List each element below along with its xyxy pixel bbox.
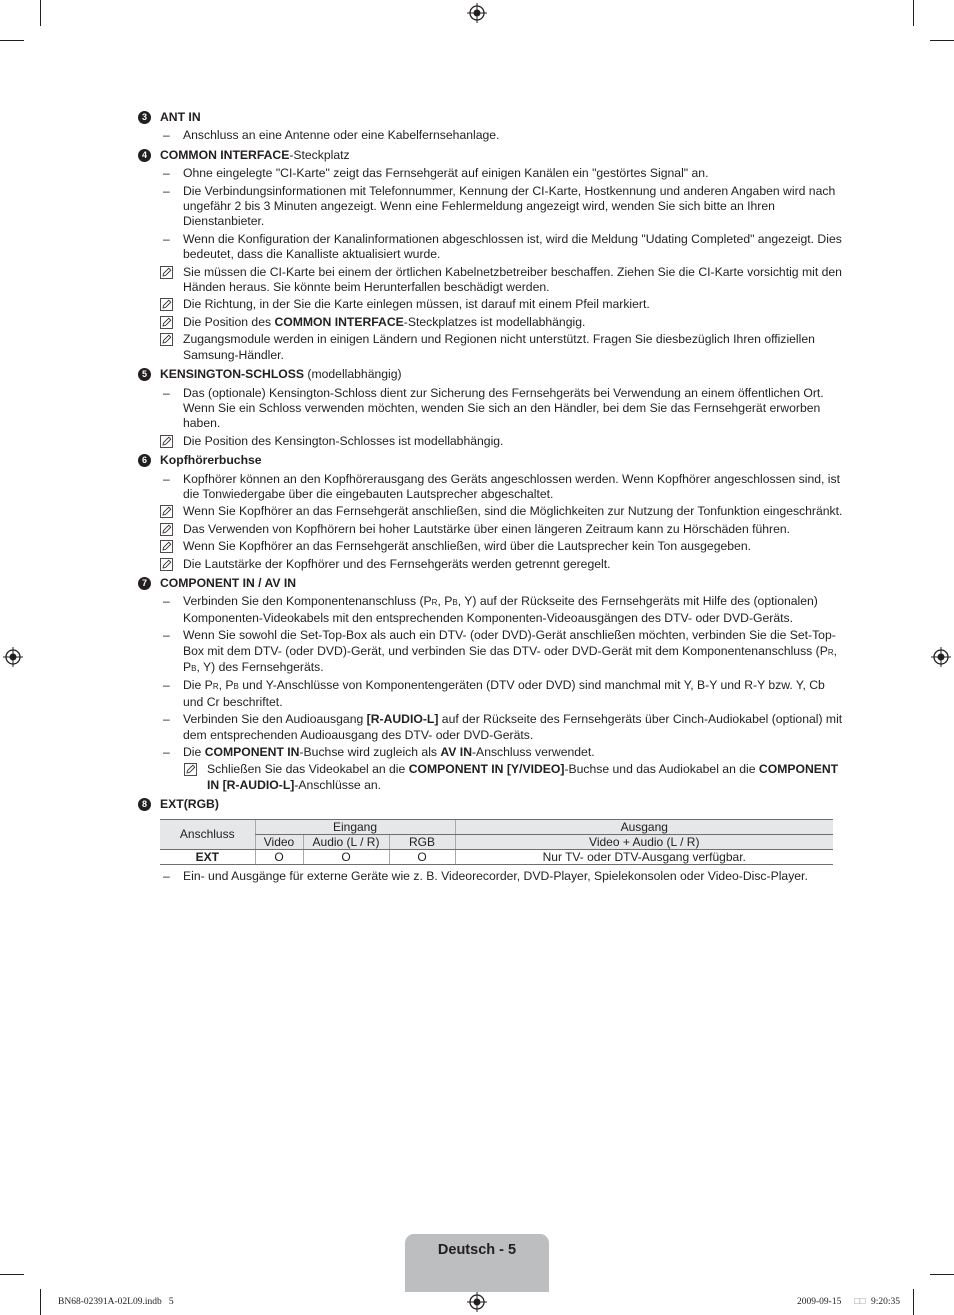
note-text: Die Position des — [183, 314, 275, 329]
list-item-text: Anschluss an eine Antenne oder eine Kabelfernsehanlage. — [183, 128, 500, 143]
note-item — [138, 434, 844, 449]
list-item: – Die PR, PB und Y-Anschlüsse von Komponentengeräten (DTV oder DVD) sind manchmal mit Y, B-Y und R-Y bzw. Y, Cb und Cr beschriftet. — [163, 678, 825, 709]
section-title-suffix: (modellabhängig) — [304, 367, 402, 382]
note-item — [138, 265, 844, 296]
text-run: R — [431, 598, 438, 608]
crop-mark — [913, 1289, 914, 1315]
registration-mark-icon — [3, 647, 23, 667]
section-title: COMPONENT IN / AV IN — [160, 575, 297, 590]
text-run: , P — [437, 594, 453, 609]
text-run: -Buchse und das Audiokabel an die — [564, 762, 759, 777]
text-run: B — [233, 682, 239, 692]
text-run-bold: COMPONENT IN [R-AUDIO-L] — [207, 762, 839, 792]
crop-mark — [40, 0, 41, 26]
table-cell: O — [255, 849, 303, 864]
section-heading-ext-rgb — [138, 797, 844, 812]
section-heading-headphones — [138, 453, 844, 468]
manual-content — [138, 110, 844, 886]
page-number-tab — [405, 1234, 549, 1292]
note-icon — [160, 266, 173, 279]
table-cell: O — [389, 849, 455, 864]
table-cell: EXT — [160, 849, 255, 864]
table-header-cell: Ausgang — [455, 819, 833, 834]
text-run: -Buchse wird zugleich als — [299, 745, 441, 760]
table-row — [160, 849, 833, 864]
print-unknown-glyphs: □□ — [854, 1297, 866, 1307]
list-item-text: Ohne eingelegte "CI-Karte" zeigt das Fernsehgerät auf einigen Kanälen ein "gestörtes Signal" an. — [183, 166, 709, 181]
crop-mark — [913, 0, 914, 26]
note-text: -Steckplatzes ist modellabhängig. — [403, 314, 586, 329]
list-item: – Das (optionale) Kensington-Schloss dient zur Sicherung des Fernsehgeräts bei Verwendung an einem öffentlichen Ort. Wenn Sie ein Schloss verwenden möchten, wenden Sie sich an den Händler, bei dem Sie das Fernsehgerät erworben haben. — [163, 385, 824, 431]
registration-mark-icon — [467, 1292, 487, 1312]
note-text: Die Lautstärke der Kopfhörer und des Fernsehgeräts werden getrennt geregelt. — [183, 556, 611, 571]
table-cell: Nur TV- oder DTV-Ausgang verfügbar. — [455, 849, 833, 864]
table-header-cell: RGB — [389, 834, 455, 849]
note-icon — [160, 523, 173, 536]
text-run: -Anschluss verwendet. — [472, 745, 595, 760]
text-run: Schließen Sie das Videokabel an die — [207, 762, 409, 777]
text-run: B — [452, 598, 458, 608]
print-date: 2009-09-15 — [797, 1297, 842, 1307]
table-header-cell: Anschluss — [160, 819, 255, 849]
note-item — [138, 762, 844, 793]
list-item-text: Wenn die Konfiguration der Kanalinformationen abgeschlossen ist, wird die Meldung "Udating Completed" angezeigt. Dies bedeutet, dass die Kanalliste aktualisiert wurde. — [183, 231, 842, 262]
list-item: – Wenn die Konfiguration der Kanalinformationen abgeschlossen ist, wird die Meldung "Udating Completed" angezeigt. Dies bedeutet, dass die Kanalliste aktualisiert wurde. — [163, 231, 842, 262]
crop-mark — [930, 1274, 954, 1275]
section-title: COMMON INTERFACE — [160, 147, 290, 162]
text-run: auf der Rückseite des Fernsehgeräts über Cinch-Audiokabel (optional) mit dem entsprechenden Audioausgang des DTV- oder DVD-Geräts. — [183, 712, 843, 742]
list-item-text: Das (optionale) Kensington-Schloss dient zur Sicherung des Fernsehgeräts bei Verwendung an einem öffentlichen Ort. Wenn Sie ein Schloss verwenden möchten, wenden Sie sich an den Händler, bei dem Sie das Fernsehgerät erworben haben. — [183, 385, 824, 431]
note-icon — [160, 540, 173, 553]
section-heading-kensington — [138, 367, 844, 382]
list-item-text: Ein- und Ausgänge für externe Geräte wie z. B. Videorecorder, DVD-Player, Spielekonsolen oder Video-Disc-Player. — [183, 868, 808, 883]
crop-mark — [930, 40, 954, 41]
table-header-cell: Audio (L / R) — [303, 834, 389, 849]
note-icon — [160, 316, 173, 329]
note-icon — [160, 298, 173, 311]
list-item: – Ohne eingelegte "CI-Karte" zeigt das Fernsehgerät auf einigen Kanälen ein "gestörtes Signal" an. — [163, 166, 709, 181]
note-icon — [160, 333, 173, 346]
note-text: Zugangsmodule werden in einigen Ländern und Regionen nicht unterstützt. Fragen Sie diesbezüglich Ihren offiziellen Samsung-Händler. — [183, 332, 815, 362]
section-number-badge: 4 — [138, 149, 151, 162]
text-run: , Y) auf der Rückseite des Fernsehgeräts mit Hilfe des (optionalen) Komponenten-Videokabels mit den entsprechenden Komponenten-Videoausgängen des DTV- oder DVD-Geräts. — [183, 594, 818, 625]
crop-mark — [0, 1274, 24, 1275]
list-item: – Verbinden Sie den Audioausgang [R-AUDIO-L] auf der Rückseite des Fernsehgeräts über Cinch-Audiokabel (optional) mit dem entsprechenden Audioausgang des DTV- oder DVD-Geräts. — [163, 712, 843, 742]
note-item — [138, 332, 844, 363]
note-item — [138, 315, 844, 330]
section-number-badge: 5 — [138, 368, 151, 381]
list-item: – Ein- und Ausgänge für externe Geräte wie z. B. Videorecorder, DVD-Player, Spielekonsolen oder Video-Disc-Player. — [163, 868, 808, 883]
text-run: , P — [218, 678, 234, 693]
note-item — [138, 539, 844, 554]
list-item: – Wenn Sie sowohl die Set-Top-Box als auch ein DTV- (oder DVD)-Gerät anschließen möchten, verbinden Sie die Set-Top-Box mit dem DTV- (oder DVD)-Gerät, und verbinden Sie das DTV- oder DVD-Gerät mit dem Komponentenanschluss (PR, PB, Y) des Fernsehgeräts. — [163, 628, 838, 674]
section-title: KENSINGTON-SCHLOSS — [160, 367, 305, 382]
text-run: Die — [183, 745, 205, 760]
page-number: Deutsch - 5 — [437, 1242, 517, 1258]
text-run: -Anschlüsse an. — [294, 777, 382, 792]
section-title-suffix: -Steckplatz — [289, 147, 350, 162]
note-item — [138, 557, 844, 572]
note-icon — [160, 435, 173, 448]
note-text: Das Verwenden von Kopfhörern bei hoher Lautstärke über einen längeren Zeitraum kann zu Hörschäden führen. — [183, 521, 791, 536]
crop-mark — [40, 1289, 41, 1315]
section-number-badge: 8 — [138, 798, 151, 811]
registration-mark-icon — [467, 3, 487, 23]
ext-connection-table — [160, 819, 833, 865]
text-run-bold: COMPONENT IN — [204, 745, 300, 760]
section-number-badge: 7 — [138, 577, 151, 590]
text-run: Die P — [183, 678, 213, 693]
table-cell: O — [303, 849, 389, 864]
section-title: ANT IN — [160, 110, 201, 124]
note-text-bold: COMMON INTERFACE — [274, 314, 404, 329]
section-title: Kopfhörerbuchse — [160, 453, 262, 468]
note-text: Die Richtung, in der Sie die Karte einlegen müssen, ist darauf mit einem Pfeil markiert. — [183, 297, 650, 312]
table-header-cell: Video — [255, 834, 303, 849]
list-item: – Verbinden Sie den Komponentenanschluss (PR, PB, Y) auf der Rückseite des Fernsehgeräts mit Hilfe des (optionalen) Komponenten-Videokabels mit den entsprechenden Komponenten-Videoausgängen des DTV- oder DVD-Geräts. — [163, 594, 818, 625]
section-title: EXT(RGB) — [160, 797, 219, 812]
table-header-cell: Video + Audio (L / R) — [455, 834, 833, 849]
print-time: 9:20:35 — [871, 1297, 901, 1307]
text-run: Verbinden Sie den Audioausgang — [183, 712, 367, 727]
list-item: – Die Verbindungsinformationen mit Telefonnummer, Kennung der CI-Karte, Hostkennung und anderen Angaben wird nach ungefähr 2 bis 3 Minuten angezeigt. Wenn eine Fehlermeldung angezeigt wird, wenden Sie sich bitte an Ihren Dienstanbieter. — [163, 183, 836, 229]
section-heading-common-interface — [138, 148, 844, 163]
list-item: – Die COMPONENT IN-Buchse wird zugleich als AV IN-Anschluss verwendet. — [163, 745, 595, 760]
note-text: Wenn Sie Kopfhörer an das Fernsehgerät anschließen, wird über die Lautsprecher kein Ton ausgegeben. — [183, 539, 751, 554]
text-run-bold: AV IN — [440, 745, 472, 760]
text-run-bold: COMPONENT IN [Y/VIDEO] — [408, 762, 565, 777]
section-number-badge: 6 — [138, 454, 151, 467]
section-number-badge: 3 — [138, 111, 151, 124]
text-run: R — [827, 647, 834, 657]
section-heading-component-in — [138, 576, 844, 591]
text-run: , P — [183, 643, 838, 674]
note-text: Die Position des Kensington-Schlosses ist modellabhängig. — [183, 433, 504, 448]
registration-mark-icon — [931, 647, 951, 667]
section-heading-ant-in — [138, 110, 844, 125]
text-run: Verbinden Sie den Komponentenanschluss (P — [183, 594, 432, 609]
crop-mark — [0, 40, 24, 41]
list-item-text: Die Verbindungsinformationen mit Telefonnummer, Kennung der CI-Karte, Hostkennung und anderen Angaben wird nach ungefähr 2 bis 3 Minuten angezeigt. Wenn eine Fehlermeldung angezeigt wird, wenden Sie sich bitte an Ihren Dienstanbieter. — [183, 183, 836, 229]
note-icon — [184, 763, 197, 776]
text-run: und Y-Anschlüsse von Komponentengeräten (DTV oder DVD) sind manchmal mit Y, B-Y und R-Y bzw. Y, Cb und Cr beschriftet. — [183, 678, 825, 709]
list-item: – Kopfhörer können an den Kopfhörerausgang des Geräts angeschlossen werden. Wenn Kopfhörer angeschlossen sind, ist die Tonwiedergabe über die eingebauten Lautsprecher abgeschaltet. — [163, 471, 840, 501]
table-header-row — [160, 819, 833, 834]
table-header-cell: Eingang — [255, 819, 455, 834]
text-run-bold: [R-AUDIO-L] — [366, 712, 439, 727]
note-icon — [160, 505, 173, 518]
note-text: Wenn Sie Kopfhörer an das Fernsehgerät anschließen, sind die Möglichkeiten zur Nutzung der Tonfunktion eingeschränkt. — [183, 504, 843, 519]
table-header-row — [160, 834, 833, 849]
text-run: R — [212, 682, 219, 692]
note-item — [138, 504, 844, 519]
print-file-info: BN68-02391A-02L09.indb 5 — [58, 1297, 174, 1307]
text-run: , Y) des Fernsehgeräts. — [196, 660, 324, 674]
text-run: Wenn Sie sowohl die Set-Top-Box als auch ein DTV- (oder DVD)-Gerät anschließen möchten, verbinden Sie die Set-Top-Box mit dem DTV- (oder DVD)-Gerät, und verbinden Sie das DTV- oder DVD-Gerät mit dem Komponentenanschluss (P — [183, 628, 836, 658]
note-icon — [160, 558, 173, 571]
list-item: – Anschluss an eine Antenne oder eine Kabelfernsehanlage. — [163, 128, 500, 143]
note-item — [138, 297, 844, 312]
note-item — [138, 522, 844, 537]
list-item-text: Kopfhörer können an den Kopfhörerausgang des Geräts angeschlossen werden. Wenn Kopfhörer angeschlossen sind, ist die Tonwiedergabe über die eingebauten Lautsprecher abgeschaltet. — [183, 471, 840, 501]
text-run: B — [191, 664, 197, 673]
note-text: Sie müssen die CI-Karte bei einem der örtlichen Kabelnetzbetreiber beschaffen. Ziehen Sie die CI-Karte vorsichtig mit den Händen heraus. Sie könnte beim Herunterfallen beschädigt werden. — [183, 264, 842, 295]
